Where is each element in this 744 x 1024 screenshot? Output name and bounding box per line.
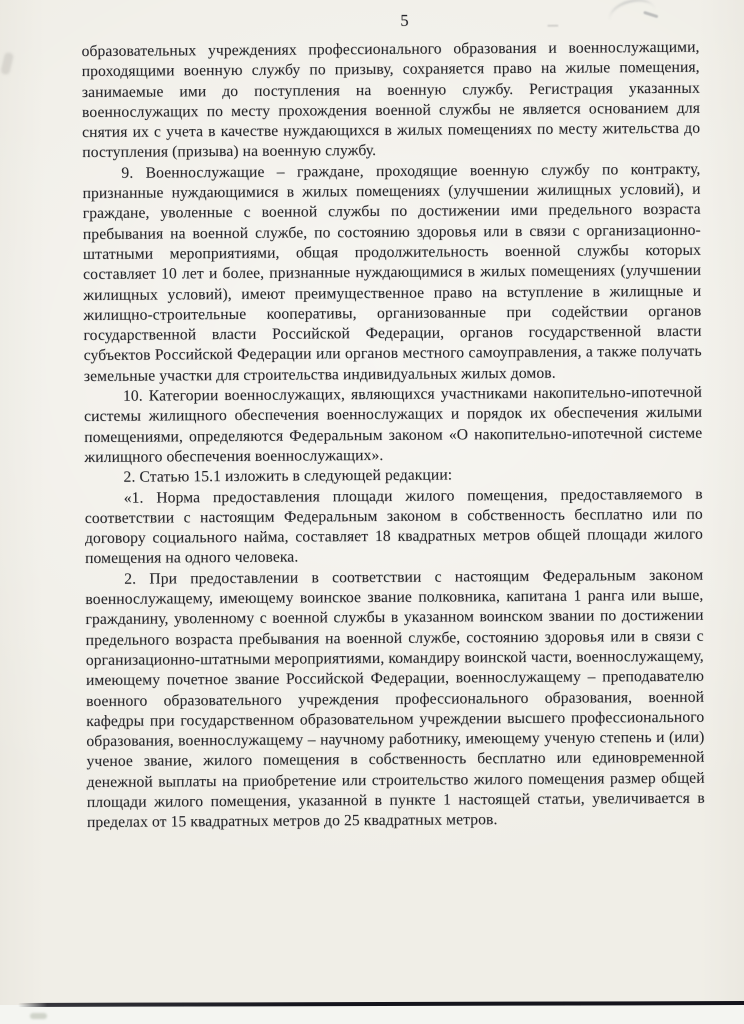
scan-bottom-margin <box>0 1005 744 1024</box>
scan-smudge-top-right <box>607 0 659 33</box>
scan-smudge-left-margin <box>0 52 14 75</box>
scan-smudge-top-center <box>547 25 558 27</box>
body-text <box>81 38 705 834</box>
para-article-15-1-intro: 2. Статью 15.1 изложить в следующей редакции: <box>123 466 453 486</box>
page-number: 5 <box>400 10 409 30</box>
para-article-15-1-point-1: «1. Норма предоставления площади жилого помещения, предоставляемого в соответствии с настоящим Федеральным законом в собственность бесплатно или по договору социального найма, составляет 18 квадратных метров общей площади жилого помещения на одного человека. <box>84 485 703 568</box>
para-continuation: образовательных учреждениях профессионального образования и военнослужащими, проходящими военную службу по призыву, сохраняется право на жилые помещения, занимаемые ими до поступления на военную службу. Регистрация указанных военнослужащих по месту прохождения военной службы не является основанием для снятия их с учета в качестве нуждающихся в жилых помещениях по месту жительства до поступления (призыва) на военную службу. <box>81 38 701 162</box>
para-item-10: 10. Категории военнослужащих, являющихся участниками накопительно-ипотечной системы жилищного обеспечения военнослужащих и порядок их обеспечения жилыми помещениями, определяются Федеральным законом «О накопительно-ипотечной системе жилищного обеспечения военнослужащих». <box>84 383 703 466</box>
para-article-15-1-point-2: 2. При предоставлении в соответствии с настоящим Федеральным законом военнослужащему, имеющему воинское звание полковника, капитана 1 ранга или выше, гражданину, уволенному с военной службы в указанном воинском звании по достижении предельного возраста пребывания на военной службе, состоянию здоровья или в связи с организационно-штатными мероприятиями, командиру воинской части, военнослужащему, имеющему почетное звание Российской Федерации, военнослужащему – преподавателю военного образовательного учреждения профессионального образования, военной кафедры при государственном образовательном учреждении высшего профессионального образования, военнослужащему – научному работнику, имеющему ученую степень и (или) ученое звание, жилого помещения в собственность бесплатно или единовременной денежной выплаты на приобретение или строительство жилого помещения размер общей площади жилого помещения, указанной в пункте 1 настоящей статьи, увеличивается в пределах от 15 квадратных метров до 25 квадратных метров. <box>85 566 705 832</box>
para-item-9: 9. Военнослужащие – граждане, проходящие военную службу по контракту, признанные нуждающимися в жилых помещениях (улучшении жилищных условий), и граждане, уволенные с военной службы по достижении ими предельного возраста пребывания на военной службе, по состоянию здоровья или в связи с организационно-штатными мероприятиями, общая продолжительность военной службы которых составляет 10 лет и более, признанные нуждающимися в жилых помещениях (улучшении жилищных условий), имеют преимущественное право на вступление в жилищные и жилищно-строительные кооперативы, организованные при содействии органов государственной власти Российской Федерации, органов государственной власти субъектов Российской Федерации или органов местного самоуправления, а также получать земельные участки для строительства индивидуальных жилых домов. <box>82 160 702 385</box>
scan-smudge-bottom-left <box>30 1013 47 1019</box>
